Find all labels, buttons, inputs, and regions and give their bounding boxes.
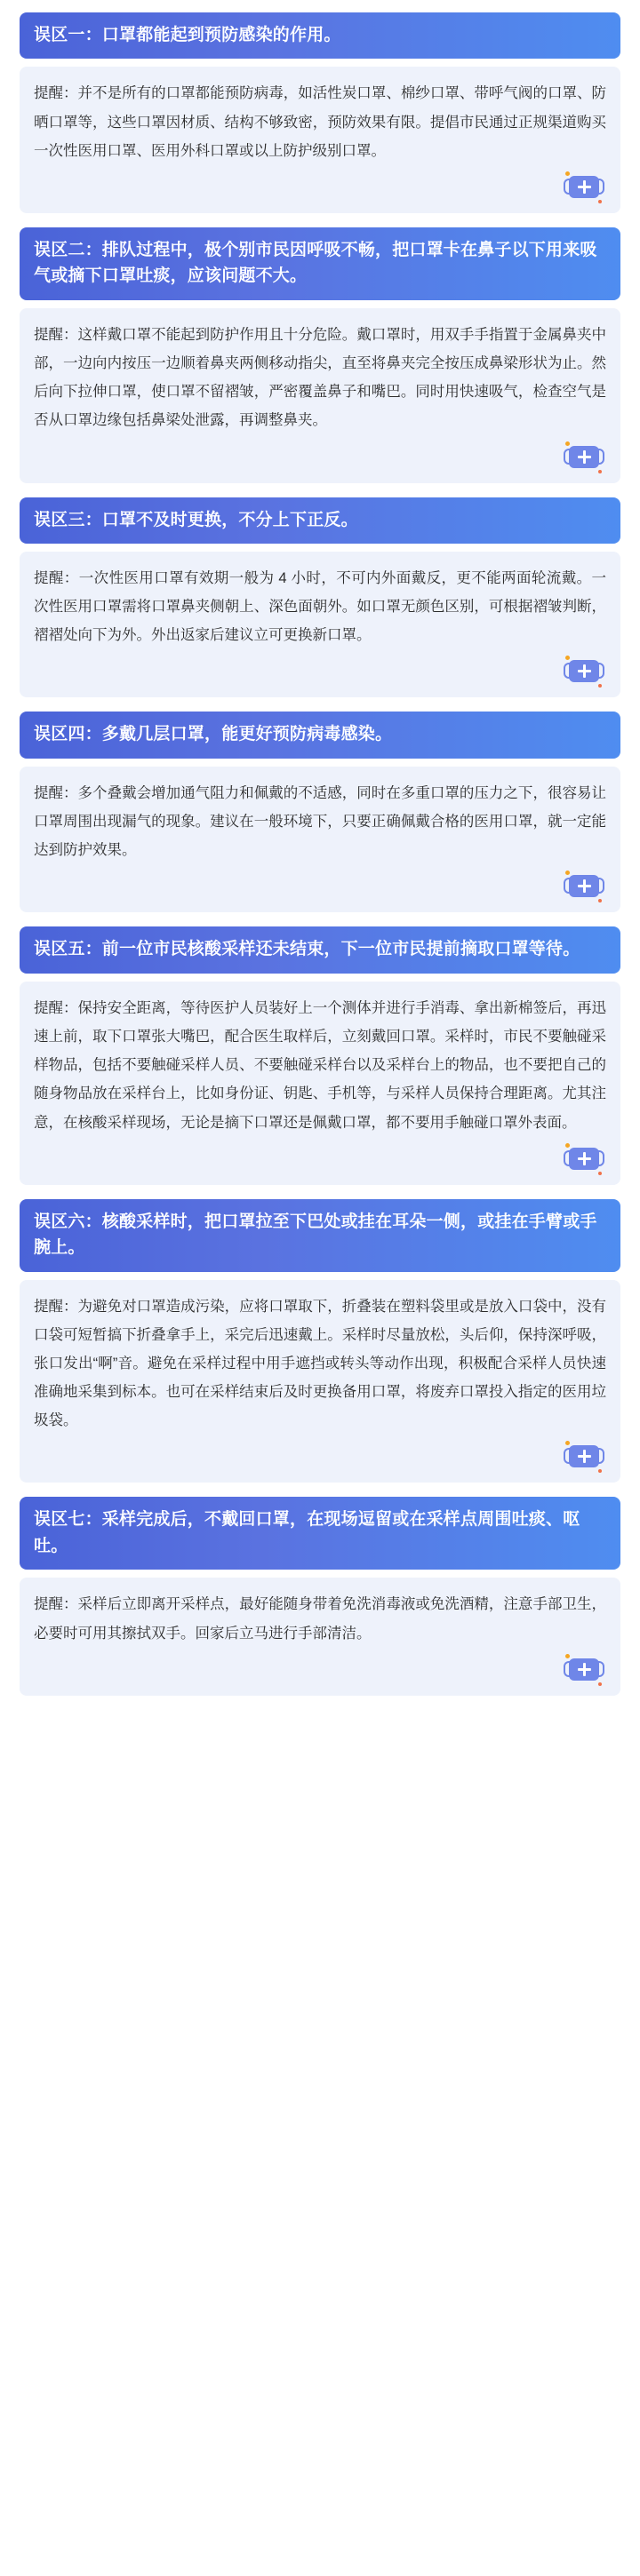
section-body-text: 提醒：采样后立即离开采样点，最好能随身带着免洗消毒液或免洗酒精，注意手部卫生，必要时可用其擦拭双手。回家后立马进行手部清洁。 [34, 1596, 606, 1642]
mask-icon-dot-accent [565, 1441, 570, 1445]
mask-icon-dot-accent [565, 871, 570, 875]
mask-icon [564, 870, 604, 903]
mask-icon [564, 1142, 604, 1176]
mask-icon-wrap [34, 1435, 606, 1474]
mask-icon-dot-secondary [598, 1682, 602, 1686]
mask-icon-wrap [34, 435, 606, 474]
section-body-text: 提醒：多个叠戴会增加通气阻力和佩戴的不适感，同时在多重口罩的压力之下，很容易让口罩周围出现漏气的现象。建议在一般环境下，只要正确佩戴合格的医用口罩，就一定能达到防护效果。 [34, 784, 606, 859]
section-body-text: 提醒：保持安全距离，等待医护人员装好上一个测体并进行手消毒、拿出新棉签后，再迅速上前，取下口罩张大嘴巴，配合医生取样后，立刻戴回口罩。采样时，市民不要触碰采样物品，包括不要触碰采样人员、不要触碰采样台以及采样台上的物品，也不要把自己的随身物品放在采样台上，比如身份证、钥匙、手机等，与采样人员保持合理距离。尤其注意，在核酸采样现场，无论是摘下口罩还是佩戴口罩，都不要用手触碰口罩外表面。 [34, 999, 606, 1131]
section-body-card [20, 67, 620, 213]
article-section [20, 926, 620, 1184]
mask-icon-dot-secondary [598, 899, 602, 902]
mask-icon-cross-horizontal [578, 456, 591, 458]
mask-icon-cross-horizontal [578, 885, 591, 887]
section-body-text: 提醒：一次性医用口罩有效期一般为 4 小时，不可内外面戴反，更不能两面轮流戴。一次性医用口罩需将口罩鼻夹侧朝上、深色面朝外。如口罩无颜色区别，可根据褶皱判断，褶褶处向下为外。外出返家后建议立可更换新口罩。 [34, 569, 606, 644]
mask-icon-wrap [34, 1648, 606, 1687]
section-headline: 误区五：前一位市民核酸采样还未结束，下一位市民提前摘取口罩等待。 [20, 926, 620, 973]
article-section [20, 712, 620, 912]
mask-icon-wrap [34, 165, 606, 204]
mask-icon-cross-horizontal [578, 1157, 591, 1160]
section-body-card [20, 767, 620, 913]
mask-icon [564, 441, 604, 474]
section-body-text: 提醒：为避免对口罩造成污染，应将口罩取下，折叠装在塑料袋里或是放入口袋中，没有口袋可短暂搞下折叠拿手上，采完后迅速戴上。采样时尽量放松，头后仰，保持深呼吸，张口发出“啊”音。避免在采样过程中用手遮挡或转头等动作出现，积极配合采样人员快速准确地采集到标本。也可在采样结束后及时更换备用口罩，将废弃口罩投入指定的医用垃圾袋。 [34, 1298, 606, 1429]
mask-icon-dot-secondary [598, 1172, 602, 1175]
mask-icon [564, 1440, 604, 1474]
mask-icon-dot-accent [565, 1143, 570, 1148]
section-body-text: 提醒：并不是所有的口罩都能预防病毒，如活性炭口罩、棉纱口罩、带呼气阀的口罩、防晒口罩等，这些口罩因材质、结构不够致密，预防效果有限。提倡市民通过正规渠道购买一次性医用口罩、医用外科口罩或以上防护级别口罩。 [34, 85, 606, 159]
article-section [20, 1497, 620, 1695]
article-section [20, 227, 620, 483]
mask-icon-dot-accent [565, 1654, 570, 1658]
mask-icon-wrap [34, 864, 606, 903]
mask-icon-dot-secondary [598, 1469, 602, 1473]
mask-icon-wrap [34, 649, 606, 688]
section-headline: 误区四：多戴几层口罩，能更好预防病毒感染。 [20, 712, 620, 758]
mask-icon-dot-secondary [598, 684, 602, 688]
mask-icon-cross-horizontal [578, 186, 591, 188]
section-body-card [20, 308, 620, 483]
article-section [20, 12, 620, 213]
article-section [20, 497, 620, 698]
section-headline: 误区二：排队过程中，极个别市民因呼吸不畅，把口罩卡在鼻子以下用来吸气或摘下口罩吐痰，应该问题不大。 [20, 227, 620, 300]
section-body-card [20, 552, 620, 698]
mask-icon-wrap [34, 1137, 606, 1176]
mask-icon [564, 1653, 604, 1687]
section-headline: 误区七：采样完成后，不戴回口罩，在现场逗留或在采样点周围吐痰、呕吐。 [20, 1497, 620, 1570]
mask-icon-cross-horizontal [578, 1668, 591, 1671]
section-body-card [20, 982, 620, 1185]
section-body-text: 提醒：这样戴口罩不能起到防护作用且十分危险。戴口罩时，用双手手指置于金属鼻夹中部，一边向内按压一边顺着鼻夹两侧移动指尖，直至将鼻夹完全按压成鼻梁形状为止。然后向下拉伸口罩，使口罩不留褶皱，严密覆盖鼻子和嘴巴。同时用快速吸气，检查空气是否从口罩边缘包括鼻梁处泄露，再调整鼻夹。 [34, 326, 606, 429]
mask-icon-dot-accent [565, 441, 570, 446]
mask-icon [564, 171, 604, 204]
mask-icon-dot-secondary [598, 200, 602, 203]
section-headline: 误区一：口罩都能起到预防感染的作用。 [20, 12, 620, 59]
mask-icon-dot-secondary [598, 470, 602, 473]
mask-icon-dot-accent [565, 656, 570, 660]
mask-icon-dot-accent [565, 171, 570, 176]
section-body-card [20, 1578, 620, 1695]
mask-icon-cross-horizontal [578, 1455, 591, 1458]
section-body-card [20, 1280, 620, 1483]
article-section [20, 1199, 620, 1483]
mask-icon [564, 655, 604, 688]
section-headline: 误区三：口罩不及时更换，不分上下正反。 [20, 497, 620, 544]
section-headline: 误区六：核酸采样时，把口罩拉至下巴处或挂在耳朵一侧，或挂在手臂或手腕上。 [20, 1199, 620, 1272]
